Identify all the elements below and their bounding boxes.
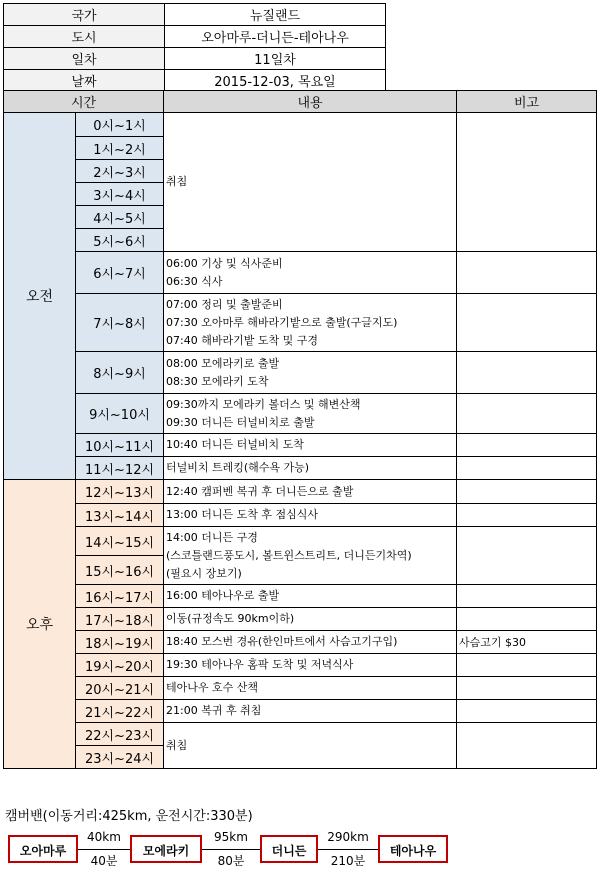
table-row bbox=[4, 723, 597, 746]
table-row bbox=[4, 480, 597, 504]
note-cell bbox=[457, 352, 597, 394]
hour-cell: 8시~9시 bbox=[76, 352, 164, 394]
note-cell bbox=[457, 527, 597, 585]
note-cell bbox=[457, 700, 597, 723]
note-cell bbox=[457, 394, 597, 434]
content-line: (스코틀랜드풍도시, 볼트윈스트리트, 더니든기차역) bbox=[166, 548, 412, 562]
content-line: 06:00 기상 및 식사준비 bbox=[166, 256, 283, 270]
leg-time: 80분 bbox=[217, 854, 245, 868]
content-cell bbox=[164, 394, 457, 434]
hour-cell: 5시~6시 bbox=[76, 229, 164, 252]
info-row-day bbox=[4, 48, 386, 70]
hour-cell: 11시~12시 bbox=[76, 457, 164, 480]
content-line: 09:30 더니든 터널비치로 출발 bbox=[166, 415, 315, 429]
info-value: 11일차 bbox=[165, 48, 386, 70]
info-label: 국가 bbox=[4, 4, 165, 26]
table-row bbox=[4, 631, 597, 654]
table-row bbox=[4, 434, 597, 457]
hour-cell: 14시~15시 bbox=[76, 527, 164, 556]
route-connector bbox=[202, 849, 260, 850]
note-cell bbox=[457, 677, 597, 700]
table-row bbox=[4, 677, 597, 700]
hour-cell: 10시~11시 bbox=[76, 434, 164, 457]
hour-cell: 15시~16시 bbox=[76, 556, 164, 585]
hour-cell: 6시~7시 bbox=[76, 252, 164, 294]
header-content: 내용 bbox=[164, 91, 457, 113]
note-cell bbox=[457, 294, 597, 352]
note-cell bbox=[457, 585, 597, 608]
content-line: 07:30 오아마루 해바라기밭으로 출발(구글지도) bbox=[166, 315, 398, 329]
content-line: 14:00 더니든 구경 bbox=[166, 530, 258, 544]
hour-cell: 12시~13시 bbox=[76, 480, 164, 504]
note-cell bbox=[457, 723, 597, 769]
info-label: 날짜 bbox=[4, 70, 165, 92]
leg-distance: 290km bbox=[327, 830, 369, 844]
hour-cell: 1시~2시 bbox=[76, 137, 164, 160]
hour-cell: 18시~19시 bbox=[76, 631, 164, 654]
content-cell: 16:00 테아나우로 출발 bbox=[164, 585, 457, 608]
content-cell: 18:40 모스번 경유(한인마트에서 사슴고기구입) bbox=[164, 631, 457, 654]
route-stop-teanau: 테아나우 bbox=[378, 835, 448, 863]
content-cell: 취침 bbox=[164, 113, 457, 252]
leg-time: 40분 bbox=[90, 854, 118, 868]
content-cell: 10:40 더니든 터널비치 도착 bbox=[164, 434, 457, 457]
hour-cell: 4시~5시 bbox=[76, 206, 164, 229]
route-stop-dunedin: 더니든 bbox=[260, 835, 318, 863]
leg-time: 210분 bbox=[330, 854, 366, 868]
table-row bbox=[4, 585, 597, 608]
content-line: 08:00 모에라키로 출발 bbox=[166, 356, 280, 370]
table-row bbox=[4, 457, 597, 480]
note-cell bbox=[457, 504, 597, 527]
content-cell: 취침 bbox=[164, 723, 457, 769]
content-cell: 21:00 복귀 후 취침 bbox=[164, 700, 457, 723]
content-cell: 12:40 캠퍼벤 복귀 후 더니든으로 출발 bbox=[164, 480, 457, 504]
note-cell bbox=[457, 252, 597, 294]
route-stop-oamaru: 오아마루 bbox=[8, 835, 78, 863]
note-cell bbox=[457, 654, 597, 677]
route-connector bbox=[78, 849, 130, 850]
content-cell: 19:30 테아나우 홈팍 도착 및 저녁식사 bbox=[164, 654, 457, 677]
hour-cell: 22시~23시 bbox=[76, 723, 164, 746]
period-am: 오전 bbox=[4, 113, 76, 480]
info-value: 2015-12-03, 목요일 bbox=[165, 70, 386, 92]
hour-cell: 19시~20시 bbox=[76, 654, 164, 677]
info-value: 오아마루-더니든-테아나우 bbox=[165, 26, 386, 48]
info-value: 뉴질랜드 bbox=[165, 4, 386, 26]
content-line: 06:30 식사 bbox=[166, 274, 223, 288]
note-cell bbox=[457, 608, 597, 631]
schedule-header-row bbox=[4, 91, 597, 113]
content-line: 08:30 모에라키 도착 bbox=[166, 374, 269, 388]
hour-cell: 7시~8시 bbox=[76, 294, 164, 352]
table-row bbox=[4, 394, 597, 434]
header-note: 비고 bbox=[457, 91, 597, 113]
hour-cell: 2시~3시 bbox=[76, 160, 164, 183]
content-cell: 이동(규정속도 90km이하) bbox=[164, 608, 457, 631]
info-row-city bbox=[4, 26, 386, 48]
content-line: 07:00 정리 및 출발준비 bbox=[166, 297, 283, 311]
content-line: (필요시 장보기) bbox=[166, 566, 242, 580]
content-line: 07:40 해바라기밭 도착 및 구경 bbox=[166, 333, 318, 347]
table-row bbox=[4, 352, 597, 394]
hour-cell: 0시~1시 bbox=[76, 113, 164, 137]
content-cell: 13:00 더니든 도착 후 점심식사 bbox=[164, 504, 457, 527]
route-connector bbox=[318, 849, 378, 850]
info-label: 일차 bbox=[4, 48, 165, 70]
content-cell bbox=[164, 252, 457, 294]
table-row bbox=[4, 608, 597, 631]
table-row bbox=[4, 294, 597, 352]
route-title: 캠버밴(이동거리:425km, 운전시간:330분) bbox=[5, 809, 253, 824]
content-line: 09:30까지 모에라키 볼더스 및 해변산책 bbox=[166, 397, 361, 411]
table-row bbox=[4, 113, 597, 137]
note-cell bbox=[457, 434, 597, 457]
leg-distance: 95km bbox=[214, 830, 248, 844]
note-cell bbox=[457, 113, 597, 252]
hour-cell: 21시~22시 bbox=[76, 700, 164, 723]
note-cell: 사슴고기 $30 bbox=[457, 631, 597, 654]
note-cell bbox=[457, 457, 597, 480]
hour-cell: 3시~4시 bbox=[76, 183, 164, 206]
note-cell bbox=[457, 480, 597, 504]
content-cell bbox=[164, 294, 457, 352]
content-cell bbox=[164, 352, 457, 394]
content-cell: 테아나우 호수 산책 bbox=[164, 677, 457, 700]
table-row bbox=[4, 527, 597, 556]
info-row-country bbox=[4, 4, 386, 26]
leg-distance: 40km bbox=[87, 830, 121, 844]
trip-info-table bbox=[3, 3, 386, 92]
hour-cell: 23시~24시 bbox=[76, 746, 164, 769]
hour-cell: 13시~14시 bbox=[76, 504, 164, 527]
hour-cell: 20시~21시 bbox=[76, 677, 164, 700]
hour-cell: 17시~18시 bbox=[76, 608, 164, 631]
hour-cell: 16시~17시 bbox=[76, 585, 164, 608]
info-label: 도시 bbox=[4, 26, 165, 48]
period-pm: 오후 bbox=[4, 480, 76, 769]
route-stop-moeraki: 모에라키 bbox=[130, 835, 202, 863]
info-row-date bbox=[4, 70, 386, 92]
table-row bbox=[4, 700, 597, 723]
table-row bbox=[4, 654, 597, 677]
schedule-table bbox=[3, 90, 597, 769]
table-row bbox=[4, 504, 597, 527]
hour-cell: 9시~10시 bbox=[76, 394, 164, 434]
content-cell: 터널비치 트레킹(해수욕 가능) bbox=[164, 457, 457, 480]
table-row bbox=[4, 252, 597, 294]
content-cell bbox=[164, 527, 457, 585]
header-time: 시간 bbox=[4, 91, 164, 113]
